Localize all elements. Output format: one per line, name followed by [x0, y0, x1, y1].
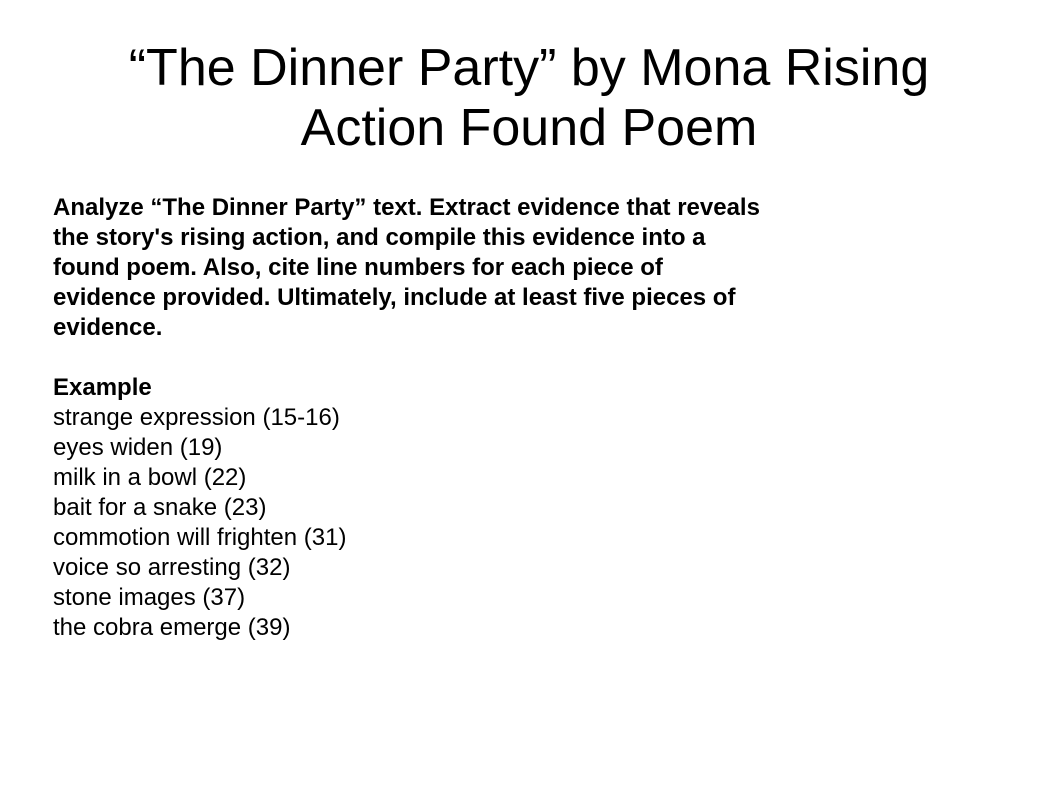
example-line: strange expression (15-16): [53, 404, 340, 431]
instruction-line: evidence provided. Ultimately, include at least five pieces of: [53, 284, 736, 311]
instructions-paragraph: [53, 193, 1043, 343]
slide-body: [53, 193, 1043, 643]
example-list: [53, 403, 1043, 643]
example-heading: Example: [53, 374, 152, 401]
example-line: bait for a snake (23): [53, 494, 267, 521]
example-line: the cobra emerge (39): [53, 614, 291, 641]
example-line: milk in a bowl (22): [53, 464, 247, 491]
slide-title-line: “The Dinner Party” by Mona Rising: [128, 39, 930, 97]
example-line: stone images (37): [53, 584, 246, 611]
slide-title-line: Action Found Poem: [300, 99, 758, 157]
example-line: voice so arresting (32): [53, 554, 291, 581]
example-line: commotion will frighten (31): [53, 524, 347, 551]
instruction-line: the story's rising action, and compile this evidence into a: [53, 224, 706, 251]
instruction-line: evidence.: [53, 314, 163, 341]
example-line: eyes widen (19): [53, 434, 223, 461]
instruction-line: Analyze “The Dinner Party” text. Extract evidence that reveals: [53, 194, 760, 221]
slide-title: [0, 38, 1058, 158]
instruction-line: found poem. Also, cite line numbers for each piece of: [53, 254, 663, 281]
